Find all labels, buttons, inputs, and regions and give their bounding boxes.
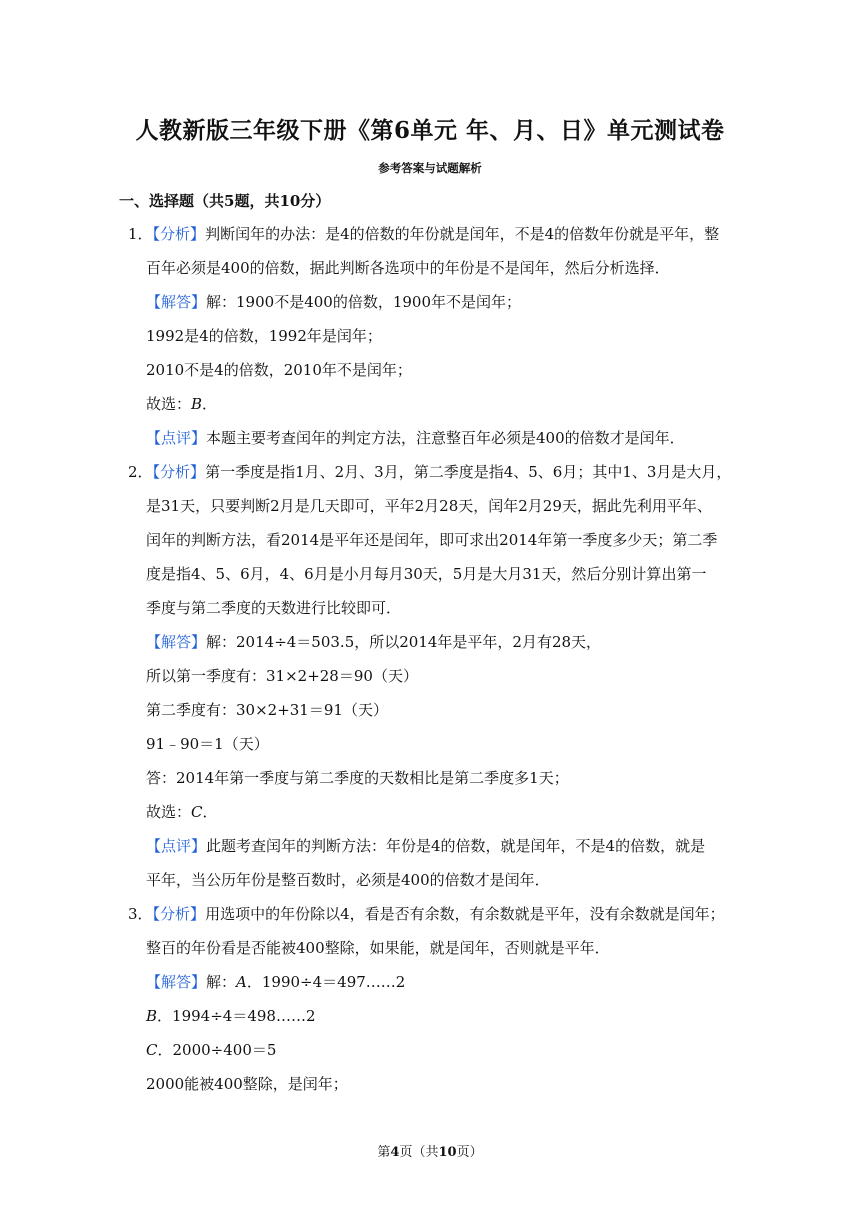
- footer-middle: 页（共: [399, 1145, 439, 1160]
- solution-tag: 【解答】: [146, 633, 207, 651]
- q2-solution-line-1: [146, 632, 601, 652]
- q2-answer: [146, 802, 218, 822]
- q2-solution-line-3: 第二季度有：30×2+31＝91（天）: [146, 701, 388, 719]
- q2-solution-line-2: 所以第一季度有：31×2+28＝90（天）: [146, 667, 418, 685]
- q1-solution-line-2: 1992是4的倍数，1992年是闰年；: [146, 327, 382, 345]
- text: 解：2014÷4＝503.5，所以2014年是平年，2月有28天，: [206, 633, 602, 651]
- q2-analysis-line-4: 度是指4、5、6月，4、6月是小月每月30天，5月是大月31天，然后分别计算出第一: [146, 565, 707, 583]
- text: 用选项中的年份除以4，看是否有余数，有余数就是平年，没有余数就是闰年；: [205, 905, 725, 923]
- q2-solution-line-5: 答：2014年第一季度与第二季度的天数相比是第二季度多1天；: [146, 769, 569, 787]
- option-letter: C: [146, 1041, 158, 1059]
- option-letter: A: [236, 973, 247, 991]
- solution-tag: 【解答】: [146, 973, 207, 991]
- text: 本题主要考查闰年的判定方法，注意整百年必须是400的倍数才是闰年．: [206, 429, 685, 447]
- analysis-tag: 【分析】: [152, 463, 206, 481]
- q2-analysis-line-5: 季度与第二季度的天数进行比较即可．: [146, 599, 402, 617]
- text: ．1994÷4＝498……2: [157, 1007, 316, 1025]
- q3-analysis-line-1: [128, 904, 725, 924]
- text: 解：: [206, 973, 237, 991]
- footer-page-number: 4: [390, 1145, 400, 1160]
- q3-solution-line-1: [146, 972, 405, 992]
- q1-analysis-line-1: [128, 224, 719, 244]
- answer-prefix: 故选：: [146, 803, 192, 821]
- question-number: 1．: [128, 225, 153, 243]
- footer-prefix: 第: [377, 1145, 391, 1160]
- answer-suffix: ．: [202, 395, 218, 413]
- q1-comment: [146, 428, 685, 448]
- q2-analysis-line-1: [128, 462, 731, 482]
- text: 此题考查闰年的判断方法：年份是4的倍数，就是闰年，不是4的倍数，就是: [206, 837, 706, 855]
- text: 第一季度是指1月、2月、3月，第二季度是指4、5、6月；其中1、3月是大月，: [205, 463, 732, 481]
- option-letter: B: [146, 1007, 158, 1025]
- page-subtitle: 参考答案与试题解析: [378, 161, 482, 175]
- question-number: 3．: [128, 905, 153, 923]
- q1-solution-line-1: [146, 292, 521, 312]
- q3-analysis-line-2: 整百的年份看是否能被400整除，如果能，就是闰年，否则就是平年．: [146, 939, 610, 957]
- q3-solution-line-4: 2000能被400整除，是闰年；: [146, 1075, 348, 1093]
- analysis-tag: 【分析】: [152, 905, 206, 923]
- question-number: 2．: [128, 463, 153, 481]
- answer-option: C: [191, 803, 203, 821]
- footer-total-pages: 10: [438, 1145, 457, 1160]
- q2-analysis-line-3: 闰年的判断方法，看2014是平年还是闰年，即可求出2014年第一季度多少天；第二季: [146, 531, 718, 549]
- q2-analysis-line-2: 是31天，只要判断2月是几天即可，平年2月28天，闰年2月29天，据此先利用平年、: [146, 497, 712, 515]
- q2-comment-line-2: 平年，当公历年份是整百数时，必须是400的倍数才是闰年．: [146, 871, 550, 889]
- q2-comment-line-1: [146, 836, 705, 856]
- comment-tag: 【点评】: [146, 837, 207, 855]
- text: 判断闰年的办法：是4的倍数的年份就是闰年，不是4的倍数年份就是平年，整: [205, 225, 720, 243]
- answer-prefix: 故选：: [146, 395, 192, 413]
- q1-solution-line-3: 2010不是4的倍数，2010年不是闰年；: [146, 361, 412, 379]
- analysis-tag: 【分析】: [152, 225, 206, 243]
- text: ．1990÷4＝497……2: [246, 973, 406, 991]
- answer-option: B: [191, 395, 203, 413]
- q2-solution-line-4: 91﹣90＝1（天）: [146, 735, 269, 753]
- solution-tag: 【解答】: [146, 293, 207, 311]
- q3-solution-line-2: [146, 1006, 316, 1026]
- page-title: 人教新版三年级下册《第6单元 年、月、日》单元测试卷: [135, 117, 725, 144]
- comment-tag: 【点评】: [146, 429, 207, 447]
- section-heading: 一、选择题（共5题，共10分）: [119, 192, 331, 210]
- answer-suffix: ．: [202, 803, 218, 821]
- q1-analysis-line-2: 百年必须是400的倍数，据此判断各选项中的年份是不是闰年，然后分析选择．: [146, 259, 670, 277]
- page-footer: [0, 1141, 860, 1160]
- text: 解：1900不是400的倍数，1900年不是闰年；: [206, 293, 521, 311]
- footer-suffix: 页）: [456, 1145, 483, 1160]
- text: ．2000÷400＝5: [157, 1041, 277, 1059]
- q3-solution-line-3: [146, 1040, 276, 1060]
- q1-answer: [146, 394, 217, 414]
